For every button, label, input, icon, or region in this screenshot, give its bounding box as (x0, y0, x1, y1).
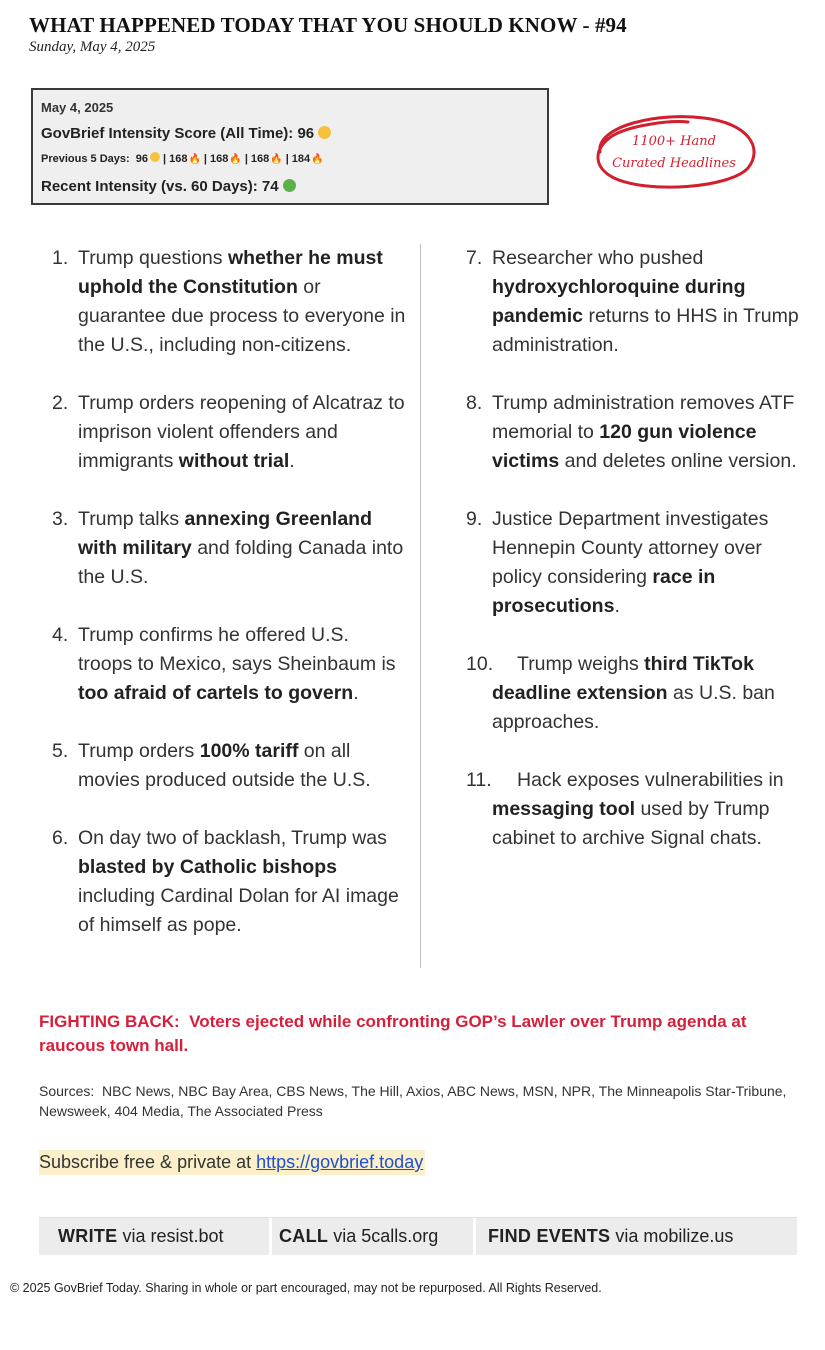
headline-emphasis: annexing Greenland with military (78, 508, 373, 559)
recent-intensity (41, 178, 296, 195)
headline-text: Researcher who pushed (492, 247, 704, 269)
headline-emphasis: race in prosecutions (492, 566, 716, 617)
sources-text: NBC News, NBC Bay Area, CBS News, The Hill, Axios, ABC News, MSN, NPR, The Minneapolis Star-Tribune, Newsweek, 404 Media, The Associated Press (39, 1083, 787, 1119)
previous-value: 168 (210, 153, 229, 165)
headline-text: Trump confirms he offered U.S. troops to Mexico, says Sheinbaum is (78, 624, 396, 675)
headlines-right-column (466, 244, 816, 882)
headline-text: . (614, 595, 620, 617)
write-action[interactable] (58, 1218, 224, 1255)
headline-emphasis: whether he must uphold the Constitution (78, 247, 383, 298)
headline-emphasis: third TikTok deadline extension (492, 653, 754, 704)
headline-text: used by Trump cabinet to archive Signal chats. (492, 798, 770, 849)
fire-icon: 🔥 (229, 154, 242, 165)
headline-emphasis: 120 gun violence victims (492, 421, 757, 472)
headline-emphasis: without trial (178, 450, 290, 472)
yellow-circle-icon (150, 152, 160, 162)
headline-text: on all movies produced outside the U.S. (78, 740, 371, 791)
column-divider (420, 244, 421, 968)
find-events-action[interactable] (488, 1218, 733, 1255)
headline-item (52, 737, 407, 795)
headline-text: returns to HHS in Trump administration. (492, 305, 799, 356)
subscribe-link[interactable]: https://govbrief.today (256, 1152, 424, 1172)
headline-item (466, 505, 816, 621)
sources (39, 1081, 799, 1121)
headline-emphasis: messaging tool (492, 798, 636, 820)
headline-text: and deletes online version. (559, 450, 797, 472)
action-bar (39, 1217, 797, 1255)
headline-text: Trump orders (78, 740, 200, 762)
call-label: CALL (279, 1226, 329, 1246)
previous-label: Previous 5 Days: (41, 153, 130, 165)
previous-value: 184 (291, 153, 311, 165)
headline-item (52, 505, 407, 592)
green-circle-icon (283, 179, 296, 192)
headline-text: and folding Canada into the U.S. (78, 537, 404, 588)
headline-text: Trump questions (78, 247, 228, 269)
headline-text: or guarantee due process to everyone in the U.S., including non-citizens. (78, 276, 406, 356)
headline-number: 4. (52, 624, 69, 646)
headline-number: 3. (52, 508, 69, 530)
headline-item (52, 621, 407, 708)
headline-number: 2. (52, 392, 69, 414)
find-events-via: via mobilize.us (610, 1226, 734, 1246)
previous-value: 168 (169, 153, 188, 165)
subscribe-text: Subscribe free & private at (39, 1152, 257, 1172)
fighting-back-text: Voters ejected while confronting GOP’s Lawler over Trump agenda at raucous town hall. (39, 1012, 747, 1055)
stamp-line1: 1100+ Hand (632, 134, 716, 149)
fire-icon: 🔥 (311, 154, 324, 165)
headline-number: 6. (52, 827, 69, 849)
headline-number: 9. (466, 508, 483, 530)
write-label: WRITE (58, 1226, 118, 1246)
headline-text: . (289, 450, 295, 472)
headline-text: including Cardinal Dolan for AI image of himself as pope. (78, 885, 399, 936)
headline-text: Trump orders reopening of Alcatraz to imprison violent offenders and immigrants (78, 392, 405, 472)
find-events-label: FIND EVENTS (488, 1226, 611, 1246)
fighting-back (39, 1010, 789, 1058)
action-divider (269, 1218, 272, 1255)
headline-number: 11. (466, 769, 492, 791)
headline-item (52, 389, 407, 476)
headline-number: 8. (466, 392, 483, 414)
sources-label: Sources: (39, 1083, 95, 1099)
headline-emphasis: 100% tariff (199, 740, 299, 762)
headline-text: as U.S. ban approaches. (492, 682, 775, 733)
page-date: Sunday, May 4, 2025 (29, 39, 156, 55)
headline-emphasis: too afraid of cartels to govern (78, 682, 354, 704)
previous-value: 96 (135, 153, 149, 165)
headline-number: 1. (52, 247, 69, 269)
headlines-left-column (52, 244, 407, 969)
action-divider (473, 1218, 476, 1255)
headline-text: Trump weighs (517, 653, 645, 675)
write-via: via resist.bot (117, 1226, 224, 1246)
intensity-score-box (31, 88, 549, 205)
alltime-score-label: GovBrief Intensity Score (All Time): 96 (41, 125, 315, 142)
headline-text: Trump administration removes ATF memorial to (492, 392, 795, 443)
stamp-circle (598, 117, 754, 188)
call-via: via 5calls.org (328, 1226, 439, 1246)
fighting-back-label: FIGHTING BACK: (39, 1012, 180, 1031)
headline-item (52, 244, 407, 360)
headline-number: 7. (466, 247, 483, 269)
headline-text: Trump talks (78, 508, 185, 530)
stamp-line2: Curated Headlines (612, 156, 736, 171)
call-action[interactable] (279, 1218, 438, 1255)
recent-intensity-label: Recent Intensity (vs. 60 Days): 74 (41, 178, 279, 195)
headline-text: . (353, 682, 359, 704)
copyright-footer: © 2025 GovBrief Today. Sharing in whole or part encouraged, may not be repurposed. All Rights Reserved. (10, 1281, 602, 1295)
headline-item (466, 244, 816, 360)
headline-item (466, 650, 816, 737)
yellow-circle-icon (318, 126, 331, 139)
page-title: WHAT HAPPENED TODAY THAT YOU SHOULD KNOW - #94 (29, 13, 627, 37)
fire-icon: 🔥 (270, 154, 283, 165)
alltime-score (41, 125, 331, 142)
headline-text: On day two of backlash, Trump was (78, 827, 387, 849)
score-date: May 4, 2025 (41, 100, 114, 115)
headline-item (466, 766, 816, 853)
previous-value: 168 (250, 153, 270, 165)
headline-text: Justice Department investigates Hennepin County attorney over policy considering (492, 508, 769, 588)
headline-emphasis: blasted by Catholic bishops (78, 856, 337, 878)
subscribe-banner (39, 1150, 425, 1175)
headline-text: Hack exposes vulnerabilities in (517, 769, 784, 791)
headline-number: 10. (466, 653, 494, 675)
headline-item (466, 389, 816, 476)
previous-scores: Previous 5 Days: 96 | 168🔥 | 168🔥 | 168🔥 | 184🔥 (41, 153, 324, 165)
fire-icon: 🔥 (188, 154, 201, 165)
headline-number: 5. (52, 740, 69, 762)
headline-item (52, 824, 407, 940)
headline-emphasis: hydroxychloroquine during pandemic (492, 276, 746, 327)
curated-headlines-stamp (588, 108, 760, 192)
